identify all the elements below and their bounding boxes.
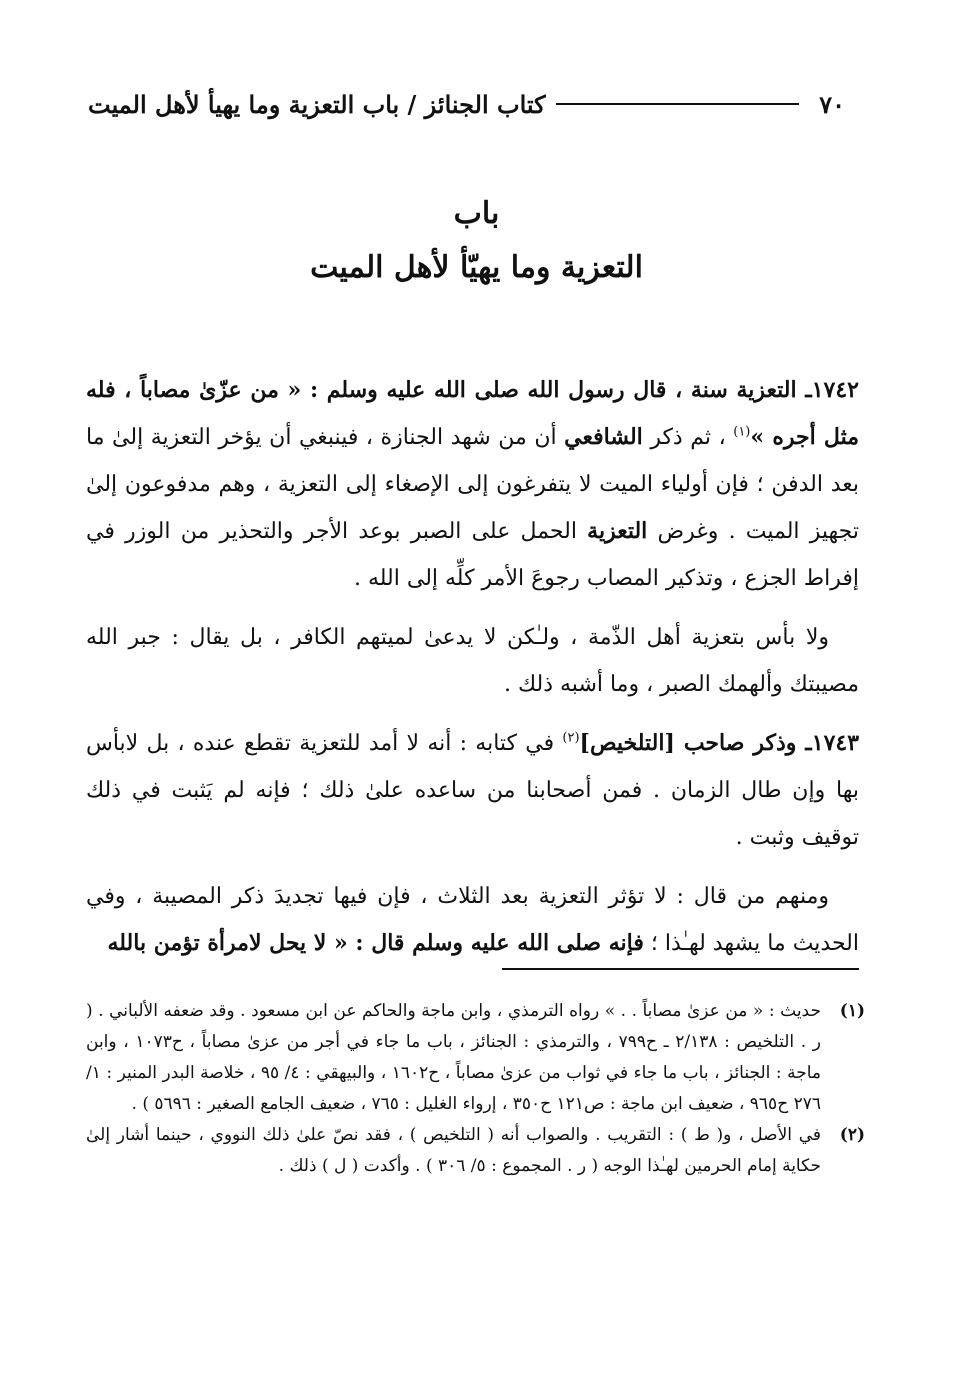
footnotes	[86, 996, 865, 1182]
p3-rest: في كتابه : أنه لا أمد للتعزية تقطع عنده ، بل لابأس بها وإن طال الزمان . فمن أصحابنا من ساعده علىٰ ذلك ؛ فإنه لم يَثبت في ذلك توقيف وثبت .	[86, 731, 859, 850]
footnote-ref-1[interactable]: (١)	[733, 424, 751, 440]
paragraph-three-days	[86, 873, 859, 967]
p4-start: ومنهم من قال : لا تؤثر التعزية بعد الثلاث ، فإن فيها تجديدَ ذكر المصيبة ، وفي الحديث ما يشهد لهـٰذا ؛	[86, 884, 859, 956]
p1-mid: ، ثم ذكر	[642, 425, 734, 450]
footnote-1	[86, 996, 865, 1120]
footnote-2	[86, 1120, 865, 1182]
footnote-ref-2[interactable]: (٢)	[562, 730, 580, 746]
main-text	[86, 367, 859, 979]
p3-bold-start: ١٧٤٣ـ وذكر صاحب [التلخيص]	[579, 730, 860, 756]
chapter-heading-title: التعزية وما يهيّأ لأهل الميت	[310, 250, 643, 285]
running-title: كتاب الجنائز / باب التعزية وما يهيأ لأهل الميت	[88, 89, 546, 119]
p1-bold-name: الشافعي	[564, 424, 643, 450]
p4-bold: فإنه صلى الله عليه وسلم قال : « لا يحل لامرأة تؤمن بالله	[107, 930, 644, 956]
footnote-number: (٢)	[839, 1125, 865, 1145]
paragraph-dhimma: ولا بأس بتعزية أهل الذّمة ، ولـٰكن لا يدعىٰ لميتهم الكافر ، بل يقال : جبر الله مصيبتك وألهمك الصبر ، وما أشبه ذلك .	[86, 625, 859, 697]
p1-end: الحمل على الصبر بوعد الأجر والتحذير من الوزر في إفراط الجزع ، وتذكير المصاب رجوعَ الأمر كلِّه إلى الله .	[86, 519, 859, 591]
p1-rest: أن من شهد الجنازة ، فينبغي أن يؤخر التعزية إلىٰ ما بعد الدفن ؛ فإن أولياء الميت لا يتفرغون إلى الإصغاء إلى التعزية ، وهم مدفوعون إلىٰ تجهيز الميت . وغرض	[86, 425, 859, 544]
p1-bold-start: ١٧٤٢ـ التعزية سنة ، قال رسول الله صلى الله عليه وسلم : « من عزّىٰ مصاباً ، فله مثل أجره »	[86, 377, 860, 450]
chapter-heading-bab: باب	[453, 196, 500, 231]
footnote-text: في الأصل ، و( ط ) : التقريب . والصواب أنه ( التلخيص ) ، فقد نصّ علىٰ ذلك النووي ، حينما أشار إلىٰ حكاية إمام الحرمين لهـٰذا الوجه ( ر . المجموع : ٥/ ٣٠٦ ) . وأكدت ( ل ) ذلك .	[86, 1125, 821, 1176]
footnote-text: حديث : « من عزىٰ مصاباً . . » رواه الترمذي ، وابن ماجة والحاكم عن ابن مسعود . وقد ضعفه الألباني . ( ر . التلخيص : ٢/١٣٨ ـ ح٧٩٩ ، والترمذي : الجنائز ، باب ما جاء في أجر من عزىٰ مصاباً ، ح١٠٧٣ ، وابن ماجة : الجنائز ، باب ما جاء في ثواب من عزىٰ مصاباً ، ح١٦٠٢ ، والبيهقي : ٤/ ٩٥ ، خلاصة البدر المنير : ١/ ٢٧٦ ح٩٦٥ ، ضعيف ابن ماجة : ص١٢١ ح٣٥٠ ، إرواء الغليل : ٧٦٥ ، ضعيف الجامع الصغير : ٥٦٩٦ ) .	[86, 1001, 822, 1114]
footnote-number: (١)	[839, 1001, 865, 1021]
header-rule	[556, 103, 800, 105]
page-number: ٧٠	[819, 89, 845, 119]
footnote-separator	[502, 968, 859, 970]
p1-bold-2: التعزية	[587, 518, 648, 544]
paragraph-1742	[86, 367, 859, 602]
running-header	[88, 84, 845, 124]
paragraph-1743	[86, 720, 859, 861]
